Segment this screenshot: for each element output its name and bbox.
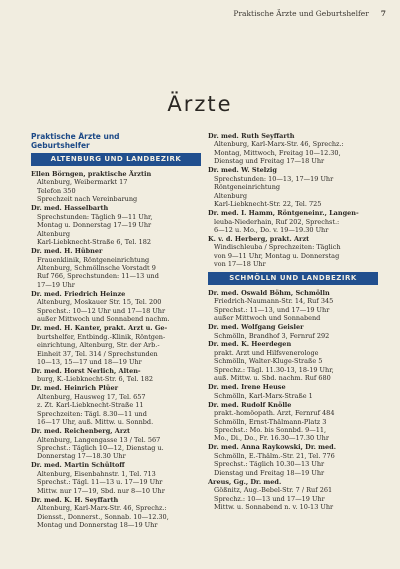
entry-line: Gößnitz, Aug.-Bebel-Str. 7 / Ruf 261 (214, 486, 333, 495)
doctor-name: Areus, Gg., Dr. med. (208, 477, 282, 486)
entry-line: Röntgeneinrichtung (214, 183, 281, 192)
entry-line: Schmölln, Karl-Marx-Straße 1 (214, 391, 313, 400)
doctor-entry (31, 496, 201, 530)
page-title: Ärzte (167, 92, 233, 116)
entry-line: Sprechst.: Mo. bis Sonnbd. 9—11, (214, 426, 327, 434)
entry-line: Altenburg, Langengasse 13 / Tel. 567 (37, 435, 161, 444)
entry-line: leuba-Niederhain, Ruf 202, Sprechst.: (214, 217, 340, 226)
section-heading: SCHMÖLLN UND LANDBEZIRK (208, 272, 378, 285)
doctor-name: Dr. med. Wolfgang Geisler (208, 323, 304, 332)
left-column (31, 132, 201, 530)
doctor-entry (208, 166, 378, 208)
doctor-entry (31, 384, 201, 426)
doctor-entry (208, 383, 378, 400)
entry-line: Sprechst.: Tägl. 11—13 u. 17—19 Uhr (37, 478, 163, 487)
entry-line: Diensst., Donnerst., Sonnab. 10—12.30, (37, 512, 169, 521)
running-header (233, 9, 386, 18)
doctor-entry (31, 427, 201, 461)
entry-line: Altenburg, Schmöllnsche Vorstadt 9 (37, 263, 156, 272)
doctor-name: Dr. med. Martin Schültoff (31, 461, 125, 470)
entry-line: Windischleuba / Sprechzeiten: Täglich (214, 243, 341, 252)
entry-line: Altenburg (37, 229, 71, 238)
entry-line: Altenburg, Karl-Marx-Str. 46, Sprechz.: (214, 140, 344, 149)
doctor-name: Dr. med. Ruth Seyffarth (208, 132, 295, 140)
entry-line: Sprechst.: 11—13, und 17—19 Uhr (214, 305, 330, 314)
doctor-entry (31, 290, 201, 324)
doctor-entry (31, 170, 201, 204)
entry-line: Schmölln, E.-Thälm.-Str. 21, Tel. 776 (214, 451, 335, 460)
entry-line: Schmölln, Ernst-Thälmann-Platz 3 (214, 417, 327, 426)
entry-line: Schmölln, Walter-Kluge-Straße 5 (214, 357, 323, 366)
doctor-entry (208, 132, 378, 166)
entry-line: Montag u. Donnerstag 17—19 Uhr (37, 221, 152, 230)
doctor-name: Dr. med. Rudolf Knölle (208, 400, 292, 409)
entry-line: Dienstag und Freitag 18—19 Uhr (214, 468, 325, 477)
entry-line: Sprechst.: Täglich 10.30—13 Uhr (214, 460, 325, 469)
doctor-entry (208, 235, 378, 269)
entry-line: Schmölln, Brandhof 3, Fernruf 292 (214, 331, 330, 340)
doctor-name: Dr. med. Anna Raykowski, Dr. med. (208, 443, 336, 452)
entry-line: Einheit 37, Tel. 314 / Sprechstunden (37, 349, 158, 358)
entry-line: Altenburg, Eisenbahnstr. 1, Tel. 713 (37, 469, 156, 478)
entry-line: Mittw. u. Sonnabend n. v. 10-13 Uhr (214, 503, 334, 512)
entry-line: Dienstag und Freitag 17—18 Uhr (214, 157, 325, 166)
entry-line: Karl-Liebknecht-Str. 22, Tel. 725 (214, 200, 322, 209)
doctor-name: Dr. med. W. Stelzig (208, 166, 277, 175)
doctor-entry (31, 324, 201, 366)
entry-line: Sprechst.: Täglich 10—12, Dienstag u. (37, 444, 164, 452)
entry-line: von 17—18 Uhr (214, 260, 266, 269)
doctor-name: Dr. med. Oswald Böhm, Schmölln (208, 288, 330, 297)
entry-line: 6—12 u. Mo., Do. v. 19—19.30 Uhr (214, 225, 329, 234)
entry-line: Sprechzeiten: Tägl. 8.30—11 und (37, 409, 147, 418)
entry-line: Sprechz.: 10—13 und 17—19 Uhr (214, 494, 325, 503)
entry-line: Ruf 766, Sprechstunden: 11—13 und (37, 272, 159, 281)
entry-line: burg, K.-Liebknecht-Str. 6, Tel. 182 (37, 375, 154, 384)
entry-line: Sprechzeit nach Vereinbarung (37, 195, 138, 204)
doctor-name: Ellen Börngen, praktische Ärztin (31, 170, 152, 178)
entry-line: 17—19 Uhr (37, 280, 75, 289)
doctor-entry (31, 461, 201, 495)
entry-line: Altenburg, Karl-Marx-Str. 46, Sprechz.: (37, 504, 167, 513)
entry-line: Karl-Liebknecht-Straße 6, Tel. 182 (37, 238, 151, 247)
entry-line: 10—13, 15—17 und 18—19 Uhr (37, 357, 142, 366)
entry-line: von 9—11 Uhr, Montag u. Donnerstag (214, 251, 340, 260)
doctor-entry (31, 204, 201, 246)
doctor-entry (208, 401, 378, 443)
entry-line: Frauenklinik, Röntgeneinrichtung (37, 255, 150, 264)
entry-line: z. Zt. Karl-Liebknecht-Straße 11 (37, 401, 144, 410)
entry-line: 16—17 Uhr, auß. Mittw. u. Sonnbd. (37, 418, 154, 427)
doctor-name: Dr. med. Heinrich Plüer (31, 384, 119, 393)
entry-line: außer Mittwoch und Sonnabend nachm. (37, 315, 170, 324)
entry-line: Montag, Mittwoch, Freitag 10—12.30, (214, 148, 341, 157)
doctor-name: K. v. d. Herberg, prakt. Arzt (208, 234, 310, 243)
entry-line: Altenburg, Weibermarkt 17 (37, 178, 128, 187)
category-heading (31, 132, 201, 150)
doctor-entry (208, 323, 378, 340)
entry-line: burtshelfer, Entbindg.-Klinik, Röntgen- (37, 332, 166, 341)
doctor-entry (31, 367, 201, 384)
doctor-entry (208, 289, 378, 323)
entry-line: Altenburg, Hausweg 17, Tel. 657 (37, 392, 146, 401)
doctor-entry (31, 247, 201, 289)
doctor-entry (208, 209, 378, 234)
doctor-name: Dr. med. K. Heerdegen (208, 340, 292, 349)
entry-line: Friedrich-Naumann-Str. 14, Ruf 345 (214, 297, 334, 306)
entry-line: Sprechz.: Tägl. 11.30-13, 18-19 Uhr, (214, 365, 334, 374)
doctor-name: Dr. med. H. Kanter, prakt. Arzt u. Ge- (31, 324, 168, 333)
doctor-name: Dr. med. Friedrich Heinze (31, 289, 126, 298)
entry-line: Donnerstag 17—18.30 Uhr (37, 452, 126, 461)
doctor-name: Dr. med. Horst Nerlich, Alten- (31, 366, 141, 375)
heading-line: Praktische Ärzte und (31, 132, 120, 141)
entry-line: Sprechstunden: 10—13, 17—19 Uhr (214, 174, 334, 183)
entry-line: Altenburg, Moskauer Str. 15, Tel. 200 (37, 298, 162, 307)
doctor-name: Dr. med. I. Hamm, Röntgeneinr., Langen- (208, 209, 359, 218)
entry-line: außer Mittwoch und Sonnabend (214, 314, 321, 323)
doctor-entry (208, 340, 378, 382)
entry-line: prakt. Arzt und Hilfsvenerologe (214, 348, 319, 357)
entry-line: einrichtung, Altenburg, Str. der Arb.- (37, 341, 160, 350)
entry-line: Sprechst.: 10—12 Uhr und 17—18 Uhr (37, 306, 166, 315)
entry-line: Mo., Di., Do., Fr. 16.30—17.30 Uhr (214, 434, 329, 443)
entry-line: Telefon 350 (37, 186, 76, 195)
right-column (208, 132, 378, 512)
page-number: 7 (380, 9, 386, 18)
entry-line: Montag und Donnerstag 18—19 Uhr (37, 521, 158, 530)
doctor-entry (208, 443, 378, 477)
entry-line: Altenburg (214, 191, 248, 200)
doctor-entry (208, 478, 378, 512)
doctor-name: Dr. med. K. H. Seyffarth (31, 495, 119, 504)
doctor-name: Dr. med. Irene Heuse (208, 383, 286, 392)
doctor-name: Dr. med. H. Hübner (31, 247, 103, 256)
running-header-title: Praktische Ärzte und Geburtshelfer (233, 9, 369, 18)
entry-line: Sprechstunden: Täglich 9—11 Uhr, (37, 212, 153, 221)
heading-line: Geburtshelfer (31, 141, 90, 150)
entry-line: prakt.-homöopath. Arzt, Fernruf 484 (214, 409, 335, 418)
section-heading: ALTENBURG UND LANDBEZIRK (31, 153, 201, 166)
entry-line: auß. Mittw. u. Sbd. nachm. Ruf 680 (214, 374, 331, 383)
doctor-name: Dr. med. Reichenberg, Arzt (31, 427, 130, 436)
doctor-name: Dr. med. Hasselbarth (31, 204, 109, 213)
entry-line: Mittw. nur 17—19, Sbd. nur 8—10 Uhr (37, 486, 165, 495)
